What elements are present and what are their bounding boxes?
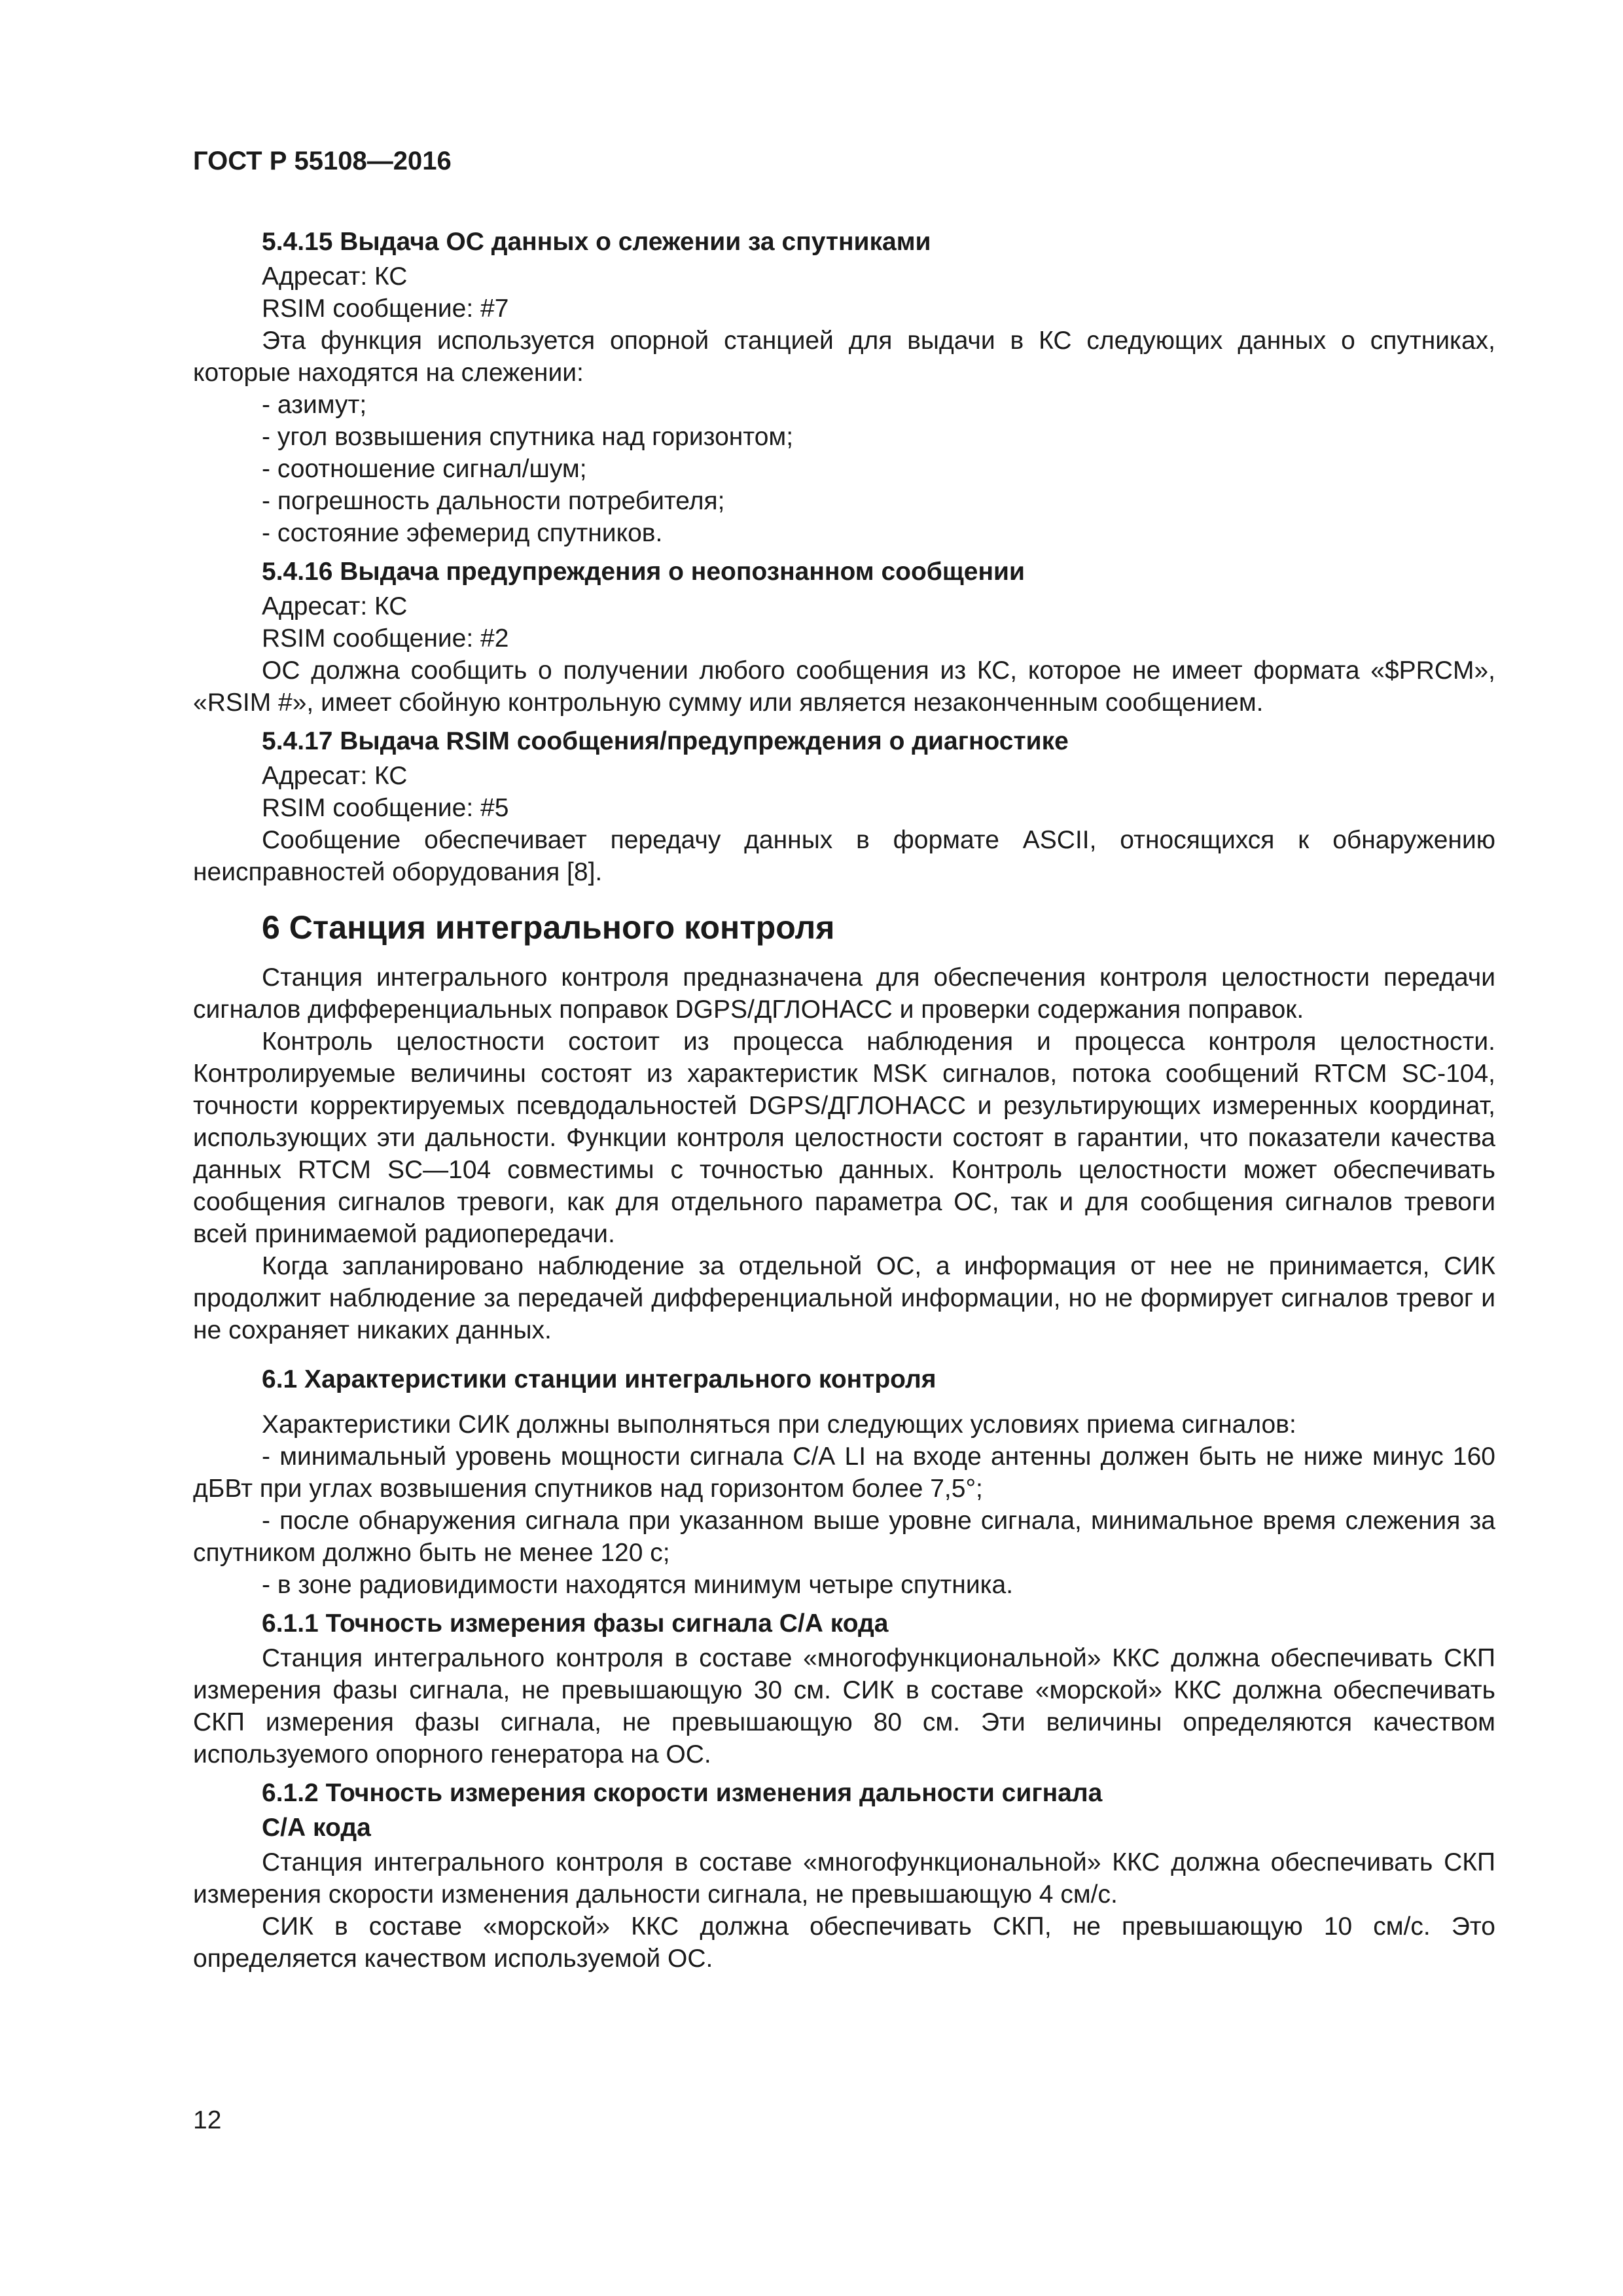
addressee: Адресат: КС (262, 262, 408, 291)
page-content (193, 226, 1495, 1975)
list-item: - азимут; (262, 391, 367, 419)
paragraph: Характеристики СИК должны выполняться при следующих условиях приема сигналов: (262, 1410, 1296, 1439)
addressee: Адресат: КС (262, 592, 408, 620)
paragraph: Эта функция используется опорной станцией для выдачи в КС следующих данных о спутниках, которые находятся на слежении: (193, 327, 1495, 387)
section-6-title: 6 Станция интегрального контроля (262, 909, 835, 946)
list-item: - угол возвышения спутника над горизонтом; (262, 423, 794, 451)
list-item: - соотношение сигнал/шум; (262, 455, 587, 483)
section-6-1-1-title: 6.1.1 Точность измерения фазы сигнала С/А кода (262, 1609, 889, 1638)
paragraph: Когда запланировано наблюдение за отдельной ОС, а информация от нее не принимается, СИК продолжит наблюдение за передачей дифференциальной информации, но не формирует сигналов тревог и не сохраняет никаких данных. (193, 1252, 1495, 1344)
paragraph: Станция интегрального контроля в составе «многофункциональной» ККС должна обеспечивать СКП измерения фазы сигнала, не превышающую 30 см. СИК в составе «морской» ККС должна обеспечивать СКП измерения фазы сигнала, не превышающую 80 см. Эти величины определяются качеством используемого опорного генератора на ОС. (193, 1644, 1495, 1768)
section-5-4-15-title: 5.4.15 Выдача ОС данных о слежении за спутниками (262, 228, 931, 256)
paragraph: СИК в составе «морской» ККС должна обеспечивать СКП, не превышающую 10 см/с. Это определяется качеством используемой ОС. (193, 1912, 1495, 1973)
section-5-4-17-title: 5.4.17 Выдача RSIM сообщения/предупреждения о диагностике (262, 727, 1069, 755)
section-6-1-2-title-cont: С/А кода (262, 1814, 371, 1842)
rsim-message: RSIM сообщение: #2 (262, 624, 509, 653)
paragraph: Сообщение обеспечивает передачу данных в формате ASCII, относящихся к обнаружению неисправностей оборудования [8]. (193, 826, 1495, 886)
list-item: - в зоне радиовидимости находятся минимум четыре спутника. (262, 1571, 1014, 1599)
rsim-message: RSIM сообщение: #5 (262, 794, 509, 822)
list-item: - после обнаружения сигнала при указанном выше уровне сигнала, минимальное время слежения за спутником должно быть не менее 120 с; (193, 1507, 1495, 1567)
section-6-1-2-title: 6.1.2 Точность измерения скорости изменения дальности сигнала (262, 1779, 1103, 1807)
list-item: - минимальный уровень мощности сигнала С/А LI на входе антенны должен быть не ниже минус 160 дБВт при углах возвышения спутников над горизонтом более 7,5°; (193, 1443, 1495, 1503)
paragraph: Станция интегрального контроля в составе «многофункциональной» ККС должна обеспечивать СКП измерения скорости изменения дальности сигнала, не превышающую 4 см/с. (193, 1848, 1495, 1909)
section-6-1-title: 6.1 Характеристики станции интегрального контроля (262, 1365, 936, 1393)
section-5-4-16-title: 5.4.16 Выдача предупреждения о неопознанном сообщении (262, 558, 1026, 586)
rsim-message: RSIM сообщение: #7 (262, 295, 509, 323)
page-number: 12 (193, 2106, 222, 2134)
list-item: - погрешность дальности потребителя; (262, 487, 725, 515)
document-header: ГОСТ Р 55108—2016 (193, 147, 452, 175)
paragraph: Контроль целостности состоит из процесса наблюдения и процесса контроля целостности. Контролируемые величины состоят из характеристик MSK сигналов, потока сообщений RTCM SC-104, точности корректируемых псевдодальностей DGPS/ДГЛОНАСС и результирующих измеренных координат, использующих эти дальности. Функции контроля целостности состоят в гарантии, что показатели качества данных RTCM SC—104 совместимы с точностью данных. Контроль целостности может обеспечивать сообщения сигналов тревоги, как для отдельного параметра ОС, так и для сообщения сигналов тревоги всей принимаемой радиопередачи. (193, 1028, 1495, 1248)
paragraph: ОС должна сообщить о получении любого сообщения из КС, которое не имеет формата «$PRCM», «RSIM #», имеет сбойную контрольную сумму или является незаконченным сообщением. (193, 656, 1495, 717)
paragraph: Станция интегрального контроля предназначена для обеспечения контроля целостности передачи сигналов дифференциальных поправок DGPS/ДГЛОНАСС и проверки содержания поправок. (193, 963, 1495, 1024)
list-item: - состояние эфемерид спутников. (262, 519, 663, 547)
addressee: Адресат: КС (262, 762, 408, 790)
